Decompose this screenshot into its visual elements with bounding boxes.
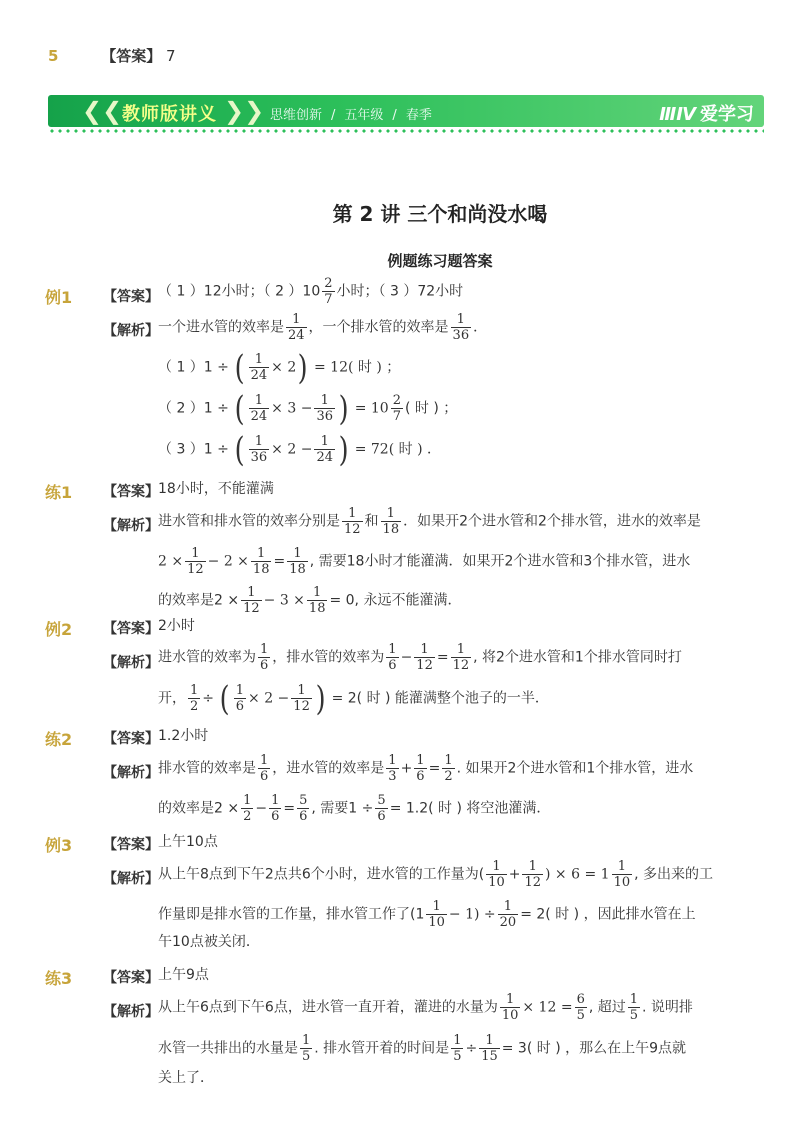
label-practice-1: 练1 bbox=[45, 483, 73, 502]
label-practice-2: 练2 bbox=[45, 730, 73, 749]
answer-tag: 【答案】 bbox=[103, 621, 159, 637]
meta-season: 春季 bbox=[405, 108, 432, 123]
logo-mark-icon: ⅢⅣ bbox=[659, 104, 696, 125]
equation-line: （ 2 ）1 ÷ ( $\frac{1}{24}$ × 3 − $\frac{1}{36}$ ) = 10 $\frac{2}{7}$ ( 时 ) ； bbox=[158, 388, 458, 429]
meta-course: 思维创新 bbox=[270, 108, 323, 123]
chevron-left-icon: ❮❮ bbox=[82, 97, 123, 125]
answer-tag: 【答案】 bbox=[103, 970, 159, 986]
question-number: 5 bbox=[48, 47, 59, 65]
equation-line: （ 1 ）1 ÷ ( $\frac{1}{24}$ × 2) = 12( 时 ) ； bbox=[158, 347, 401, 388]
answer-line: （ 1 ）12小时；（ 2 ）10 $\frac{2}{7}$ 小时；（ 3 ）72小时 bbox=[158, 276, 464, 307]
analysis-line: 从上午6点到下午6点，进水管一直开着，灌进的水量为 $\frac{1}{10}$ × 12 = $\frac{6}{5}$ , 超过 $\frac{1}{5}$ . 说明排 bbox=[158, 992, 693, 1023]
analysis-line: 的效率是2 × $\frac{1}{12}$ − 3 × $\frac{1}{18}$ = 0, 永远不能灌满． bbox=[158, 585, 462, 616]
analysis-line: 水管一共排出的水量是 $\frac{1}{5}$ . 排水管开着的时间是 $\frac{1}{5}$ ÷ $\frac{1}{15}$ = 3( 时 ) ，那么在上午9点就 bbox=[158, 1033, 687, 1064]
analysis-tag: 【解析】 bbox=[103, 655, 159, 671]
chevron-right-icon: ❯❯ bbox=[224, 97, 265, 125]
header-banner bbox=[48, 95, 764, 127]
label-example-1: 例1 bbox=[45, 288, 73, 307]
answer-line: 1.2小时 bbox=[158, 728, 209, 744]
answer-tag: 【答案】 bbox=[103, 731, 159, 747]
analysis-line: 排水管的效率是 $\frac{1}{6}$ ，进水管的效率是 $\frac{1}{3}$ + $\frac{1}{6}$ = $\frac{1}{2}$ . 如果开2个进水管和1个排水管，进水 bbox=[158, 753, 694, 784]
label-example-2: 例2 bbox=[45, 620, 73, 639]
answer-tag: 【答案】 bbox=[103, 837, 159, 853]
answer-tag: 【答案】 bbox=[101, 47, 162, 65]
analysis-tag: 【解析】 bbox=[103, 765, 159, 781]
answer-line: 上午10点 bbox=[158, 834, 218, 850]
analysis-tag: 【解析】 bbox=[103, 323, 159, 339]
analysis-line: 从上午8点到下午2点共6个小时，进水管的工作量为( $\frac{1}{10}$ + $\frac{1}{12}$ ) × 6 = 1 $\frac{1}{10}$ , 多出来的工 bbox=[158, 859, 714, 890]
analysis-line: 午10点被关闭． bbox=[158, 934, 260, 950]
analysis-line: 作量即是排水管的工作量，排水管工作了(1 $\frac{1}{10}$ − 1) ÷ $\frac{1}{20}$ = 2( 时 ) ，因此排水管在上 bbox=[158, 899, 696, 930]
logo-text: 爱学习 bbox=[700, 104, 754, 125]
label-example-3: 例3 bbox=[45, 836, 73, 855]
section-subtitle: 例题练习题答案 bbox=[387, 252, 493, 270]
meta-separator: / bbox=[392, 108, 397, 123]
meta-grade: 五年级 bbox=[344, 108, 384, 123]
analysis-line: 关上了． bbox=[158, 1070, 214, 1086]
analysis-line: 的效率是2 × $\frac{1}{2}$ − $\frac{1}{6}$ = $\frac{5}{6}$ , 需要1 ÷ $\frac{5}{6}$ = 1.2( 时 ) 将空池灌满． bbox=[158, 793, 551, 824]
answer-line: 上午9点 bbox=[158, 967, 209, 983]
analysis-line: 进水管和排水管的效率分别是 $\frac{1}{12}$ 和 $\frac{1}{18}$ ．如果开2个进水管和2个排水管，进水的效率是 bbox=[158, 506, 701, 537]
edition-label: 教师版讲义 bbox=[122, 104, 217, 125]
analysis-line: 进水管的效率为 $\frac{1}{6}$ ，排水管的效率为 $\frac{1}{6}$ − $\frac{1}{12}$ = $\frac{1}{12}$ , 将2个进水管和1个排水管同时打 bbox=[158, 642, 682, 673]
answer-line: 2小时 bbox=[158, 618, 195, 634]
answer-tag: 【答案】 bbox=[103, 289, 159, 305]
analysis-line: 一个进水管的效率是 $\frac{1}{24}$ ，一个排水管的效率是 $\frac{1}{36}$ ． bbox=[158, 312, 488, 343]
course-meta bbox=[270, 104, 432, 123]
meta-separator: / bbox=[331, 108, 336, 123]
banner-dots-divider bbox=[48, 129, 764, 133]
analysis-line: 2 × $\frac{1}{12}$ − 2 × $\frac{1}{18}$ = $\frac{1}{18}$ , 需要18小时才能灌满．如果开2个进水管和3个排水管，进水 bbox=[158, 546, 691, 577]
analysis-line: 开， $\frac{1}{2}$ ÷ ( $\frac{1}{6}$ × 2 − $\frac{1}{12}$ ) = 2( 时 ) 能灌满整个池子的一半． bbox=[158, 678, 549, 719]
analysis-tag: 【解析】 bbox=[103, 871, 159, 887]
equation-line: （ 3 ）1 ÷ ( $\frac{1}{36}$ × 2 − $\frac{1}{24}$ ) = 72( 时 ) ． bbox=[158, 429, 441, 470]
answer-value: 7 bbox=[166, 47, 176, 65]
label-practice-3: 练3 bbox=[45, 969, 73, 988]
lesson-title: 第 2 讲 三个和尚没水喝 bbox=[332, 202, 548, 226]
analysis-tag: 【解析】 bbox=[103, 518, 159, 534]
answer-tag: 【答案】 bbox=[103, 484, 159, 500]
brand-logo bbox=[659, 100, 754, 126]
previous-answer bbox=[48, 45, 176, 66]
analysis-tag: 【解析】 bbox=[103, 1004, 159, 1020]
answer-line: 18小时，不能灌满 bbox=[158, 481, 274, 497]
